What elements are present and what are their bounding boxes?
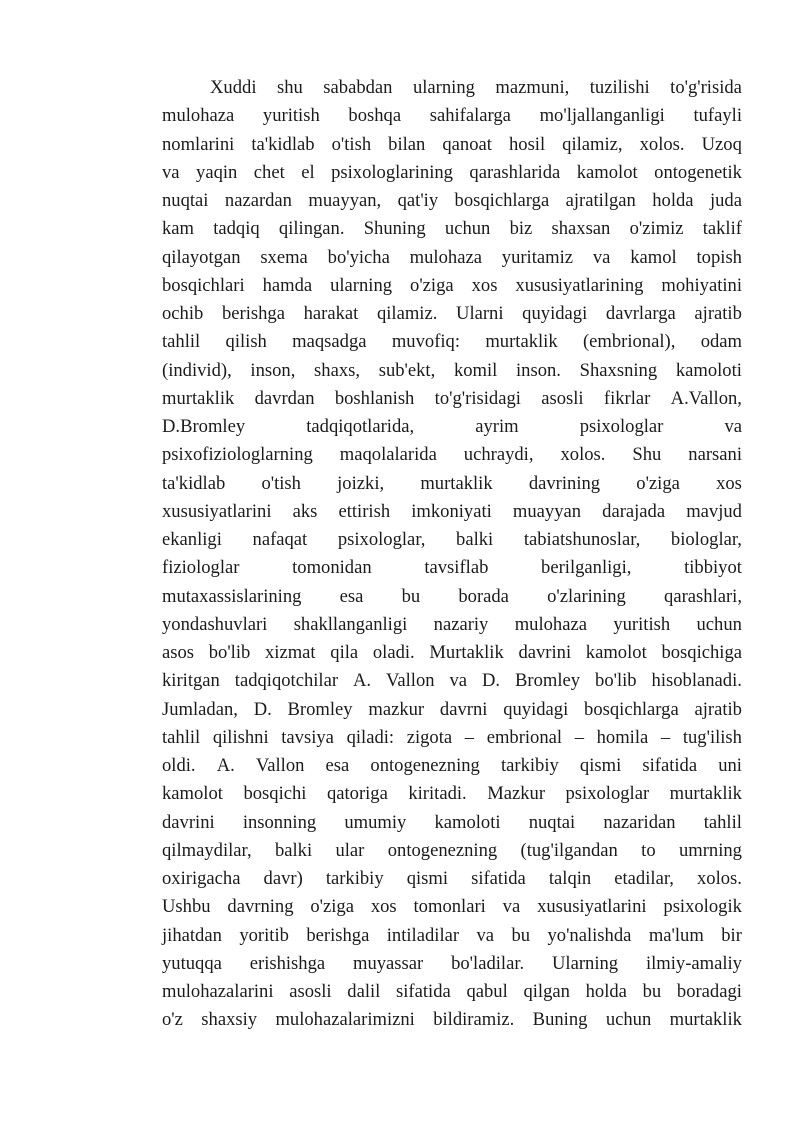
text-line: kam tadqiq qilingan. Shuning uchun biz shaxsan o'zimiz taklif (162, 218, 742, 240)
text-line: nuqtai nazardan muayyan, qat'iy bosqichlarga ajratilgan holda juda (162, 190, 742, 211)
body-paragraph (162, 74, 742, 1035)
text-line: fiziologlar tomonidan tavsiflab berilganligi, tibbiyot (162, 557, 742, 579)
text-line: tahlil qilishni tavsiya qiladi: zigota – embrional – homila – tug'ilish (162, 726, 742, 748)
text-line: Ushbu davrning o'ziga xos tomonlari va xususiyatlarini psixologik (162, 896, 742, 918)
text-line: nomlarini ta'kidlab o'tish bilan qanoat hosil qilamiz, xolos. Uzoq (162, 133, 742, 155)
text-line: mulohazalarini asosli dalil sifatida qabul qilgan holda bu boradagi (162, 981, 742, 1002)
text-line: Xuddi shu sababdan ularning mazmuni, tuzilishi to'g'risida (210, 77, 742, 98)
text-line: Jumladan, D. Bromley mazkur davrni quyidagi bosqichlarga ajratib (162, 698, 742, 720)
text-line: asos bo'lib xizmat qila oladi. Murtaklik davrini kamolot bosqichiga (162, 642, 742, 663)
text-line: yondashuvlari shakllanganligi nazariy mulohaza yuritish uchun (162, 613, 742, 635)
text-line: qilmaydilar, balki ular ontogenezning (tug'ilgandan to umrning (162, 839, 742, 861)
text-line: D.Bromley tadqiqotlarida, ayrim psixologlar va (162, 416, 742, 437)
text-line: davrini insonning umumiy kamoloti nuqtai nazaridan tahlil (162, 811, 742, 833)
text-line: va yaqin chet el psixologlarining qarashlarida kamolot ontogenetik (162, 161, 742, 183)
text-line: psixofiziologlarning maqolalarida uchraydi, xolos. Shu narsani (162, 444, 742, 466)
text-line: o'z shaxsiy mulohazalarimizni bildiramiz. Buning uchun murtaklik (162, 1009, 742, 1031)
text-line: yutuqqa erishishga muyassar bo'ladilar. Ularning ilmiy-amaliy (162, 952, 742, 974)
text-line: kiritgan tadqiqotchilar A. Vallon va D. Bromley bo'lib hisoblanadi. (162, 670, 742, 692)
text-line: (individ), inson, shaxs, sub'ekt, komil inson. Shaxsning kamoloti (162, 359, 742, 381)
text-line: jihatdan yoritib berishga intiladilar va bu yo'nalishda ma'lum bir (162, 924, 742, 946)
text-line: qilayotgan sxema bo'yicha mulohaza yuritamiz va kamol topish (162, 246, 742, 268)
text-line: kamolot bosqichi qatoriga kiritadi. Mazkur psixologlar murtaklik (162, 783, 742, 805)
text-line: bosqichlari hamda ularning o'ziga xos xususiyatlarining mohiyatini (162, 274, 742, 296)
text-line: ochib berishga harakat qilamiz. Ularni quyidagi davrlarga ajratib (162, 303, 742, 324)
text-line: ta'kidlab o'tish joizki, murtaklik davrining o'ziga xos (162, 472, 742, 494)
text-line: oldi. A. Vallon esa ontogenezning tarkibiy qismi sifatida uni (162, 755, 742, 776)
text-line: tahlil qilish maqsadga muvofiq: murtaklik (embrional), odam (162, 331, 742, 353)
text-line: mutaxassislarining esa bu borada o'zlarining qarashlari, (162, 585, 742, 607)
text-line: oxirigacha davr) tarkibiy qismi sifatida talqin etadilar, xolos. (162, 868, 742, 889)
text-line: murtaklik davrdan boshlanish to'g'risidagi asosli fikrlar A.Vallon, (162, 387, 742, 409)
text-line: ekanligi nafaqat psixologlar, balki tabiatshunoslar, biologlar, (162, 529, 742, 550)
text-line: xususiyatlarini aks ettirish imkoniyati muayyan darajada mavjud (162, 500, 742, 522)
text-line: mulohaza yuritish boshqa sahifalarga mo'ljallanganligi tufayli (162, 105, 742, 127)
